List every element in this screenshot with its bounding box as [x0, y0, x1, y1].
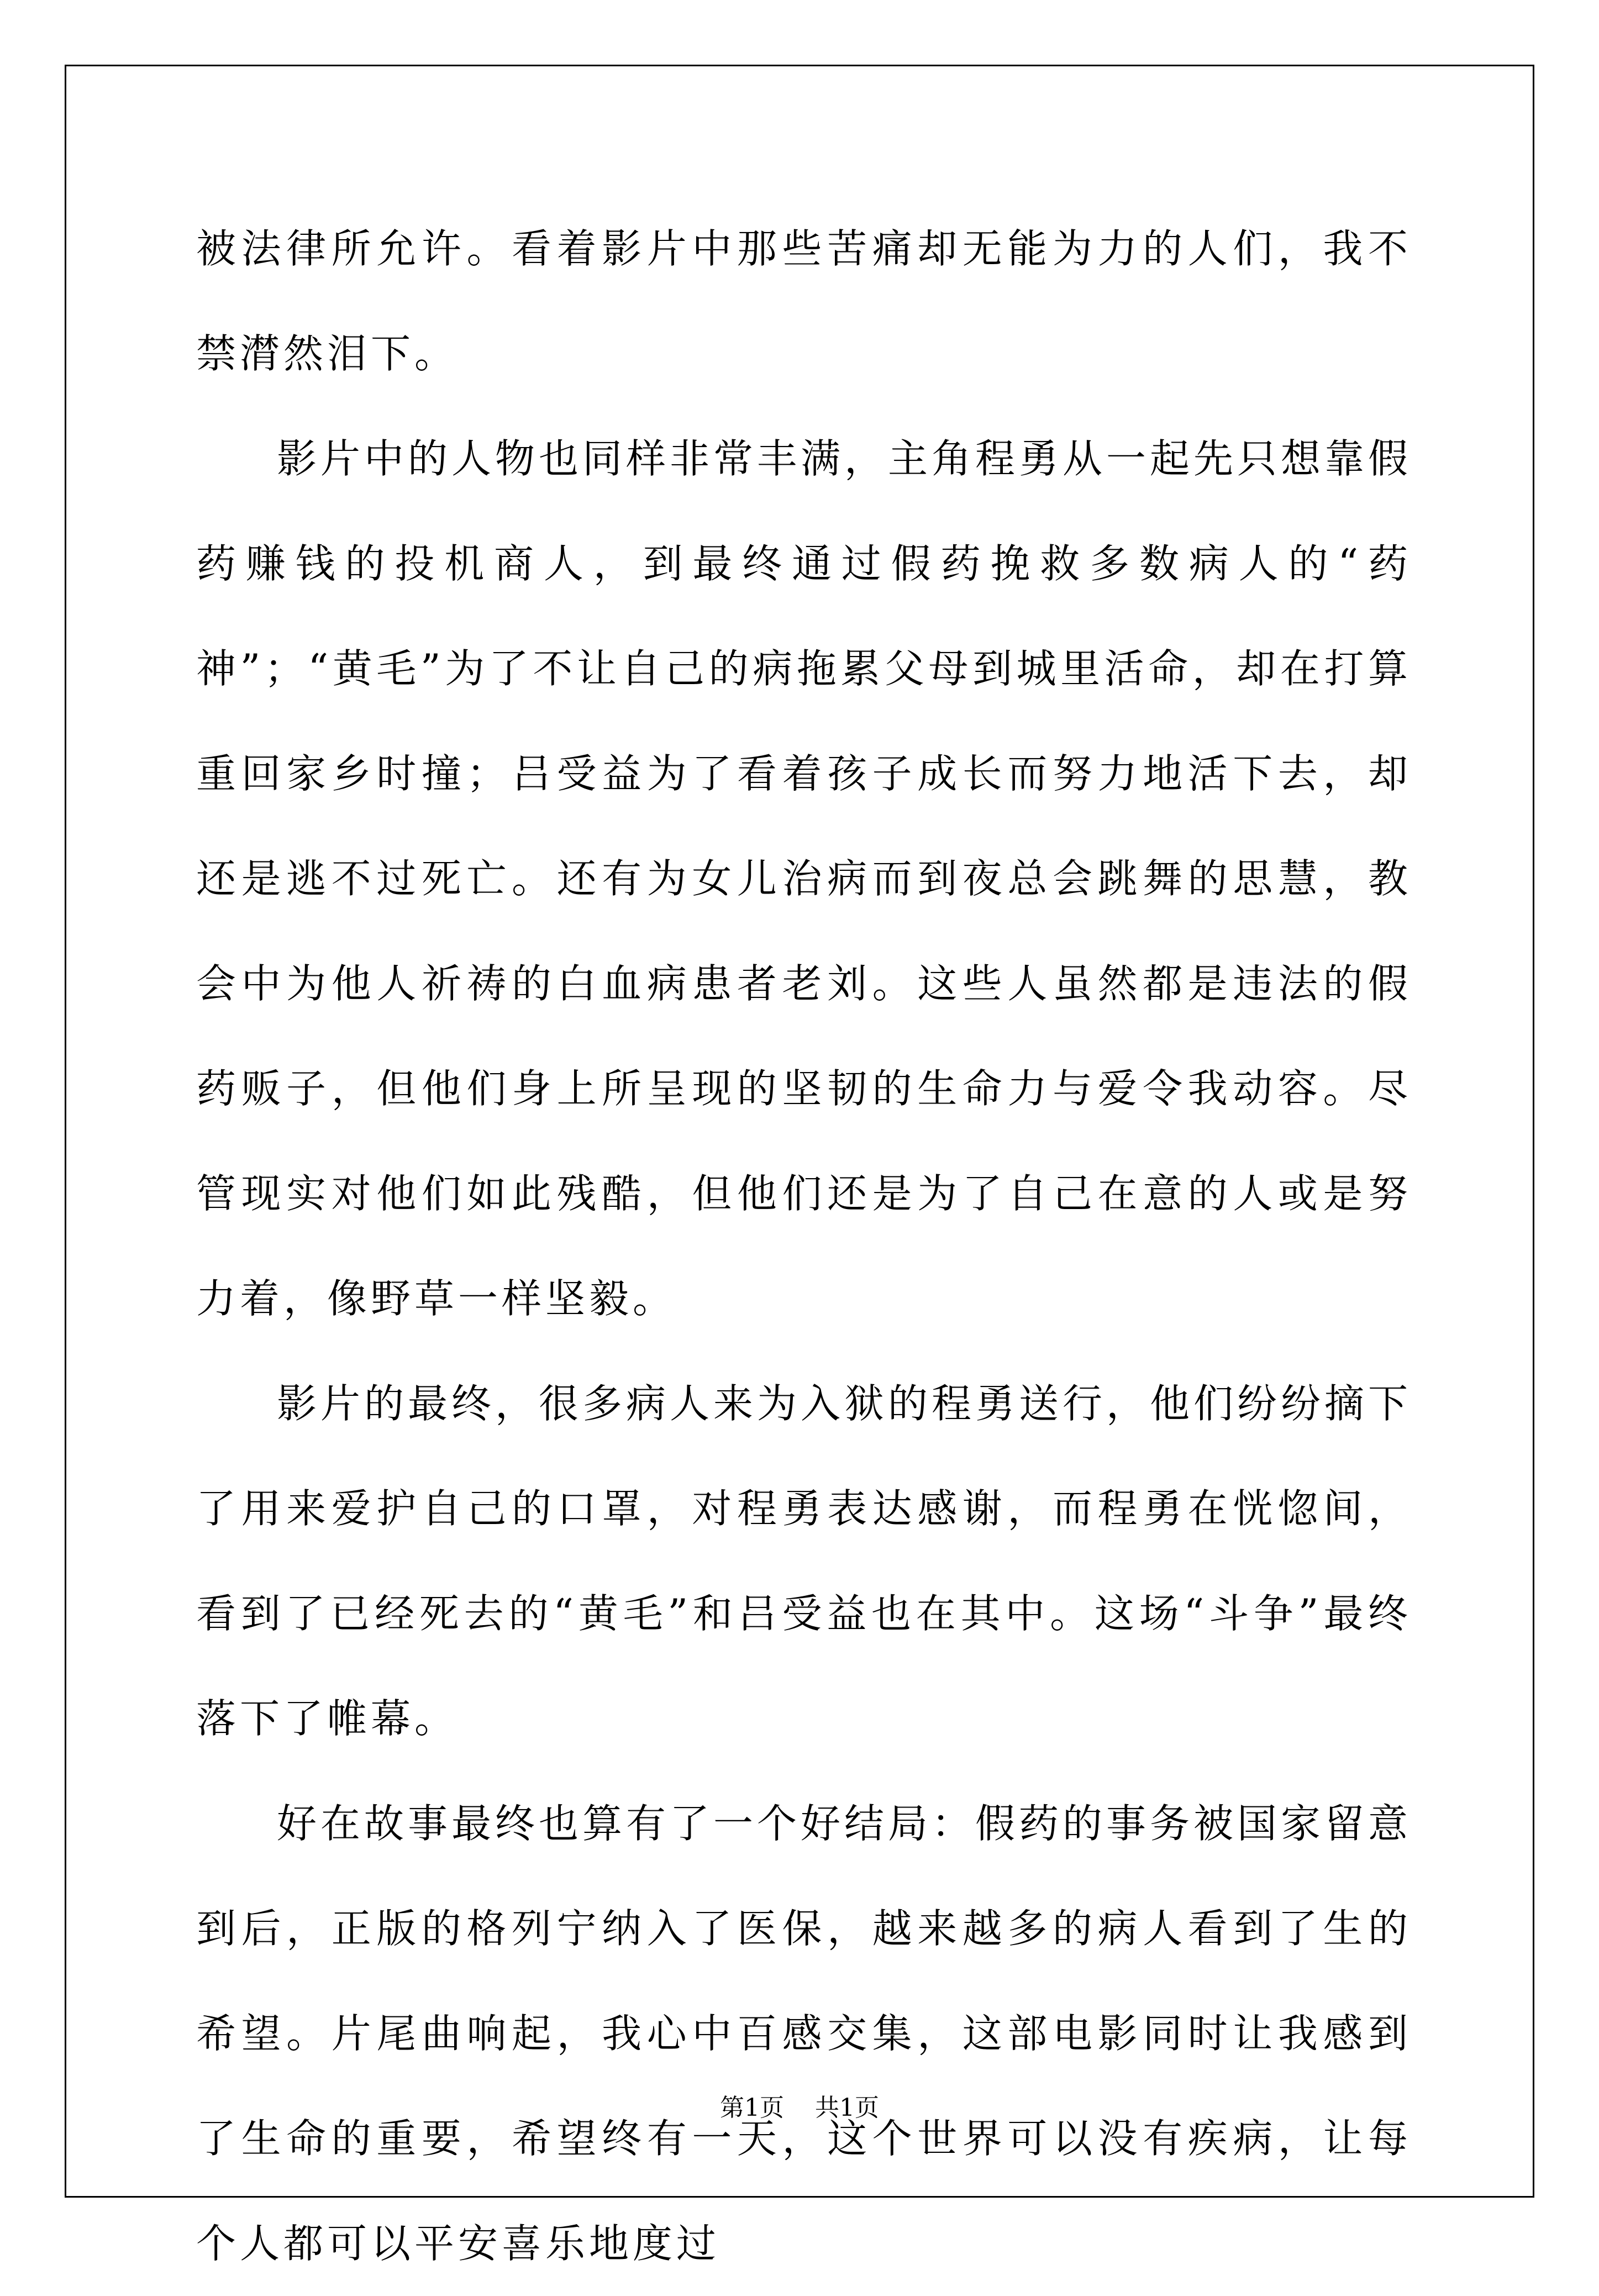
paragraph-ending-scene: 影片的最终，很多病人来为入狱的程勇送行，他们纷纷摘下了用来爱护自己的口罩，对程勇表达感谢，而程勇在恍惚间，看到了已经死去的“黄毛”和吕受益也在其中。这场“斗争”最终落下了帷幕。	[196, 1380, 1412, 1742]
paragraph-conclusion: 好在故事最终也算有了一个好结局：假药的事务被国家留意到后，正版的格列宁纳入了医保，越来越多的病人看到了生的希望。片尾曲响起，我心中百感交集，这部电影同时让我感到了生命的重要，希望终有一天，这个世界可以没有疾病，让每个人都可以平安喜乐地度过	[196, 1800, 1412, 2267]
document-body	[196, 196, 1412, 2296]
paragraph-characters: 影片中的人物也同样非常丰满，主角程勇从一起先只想靠假药赚钱的投机商人，到最终通过假药挽救多数病人的“药神”；“黄毛”为了不让自己的病拖累父母到城里活命，却在打算重回家乡时撞；吕受益为了看着孩子成长而努力地活下去，却还是逃不过死亡。还有为女儿治病而到夜总会跳舞的思慧，教会中为他人祈祷的白血病患者老刘。这些人虽然都是违法的假药贩子，但他们身上所呈现的坚韧的生命力与爱令我动容。尽管现实对他们如此残酷，但他们还是为了自己在意的人或是努力着，像野草一样坚毅。	[196, 435, 1412, 1322]
paragraph-continuation: 被法律所允许。看着影片中那些苦痛却无能为力的人们，我不禁潸然泪下。	[196, 225, 1412, 377]
page-number-footer: 第1页 共1页	[720, 2094, 879, 2122]
